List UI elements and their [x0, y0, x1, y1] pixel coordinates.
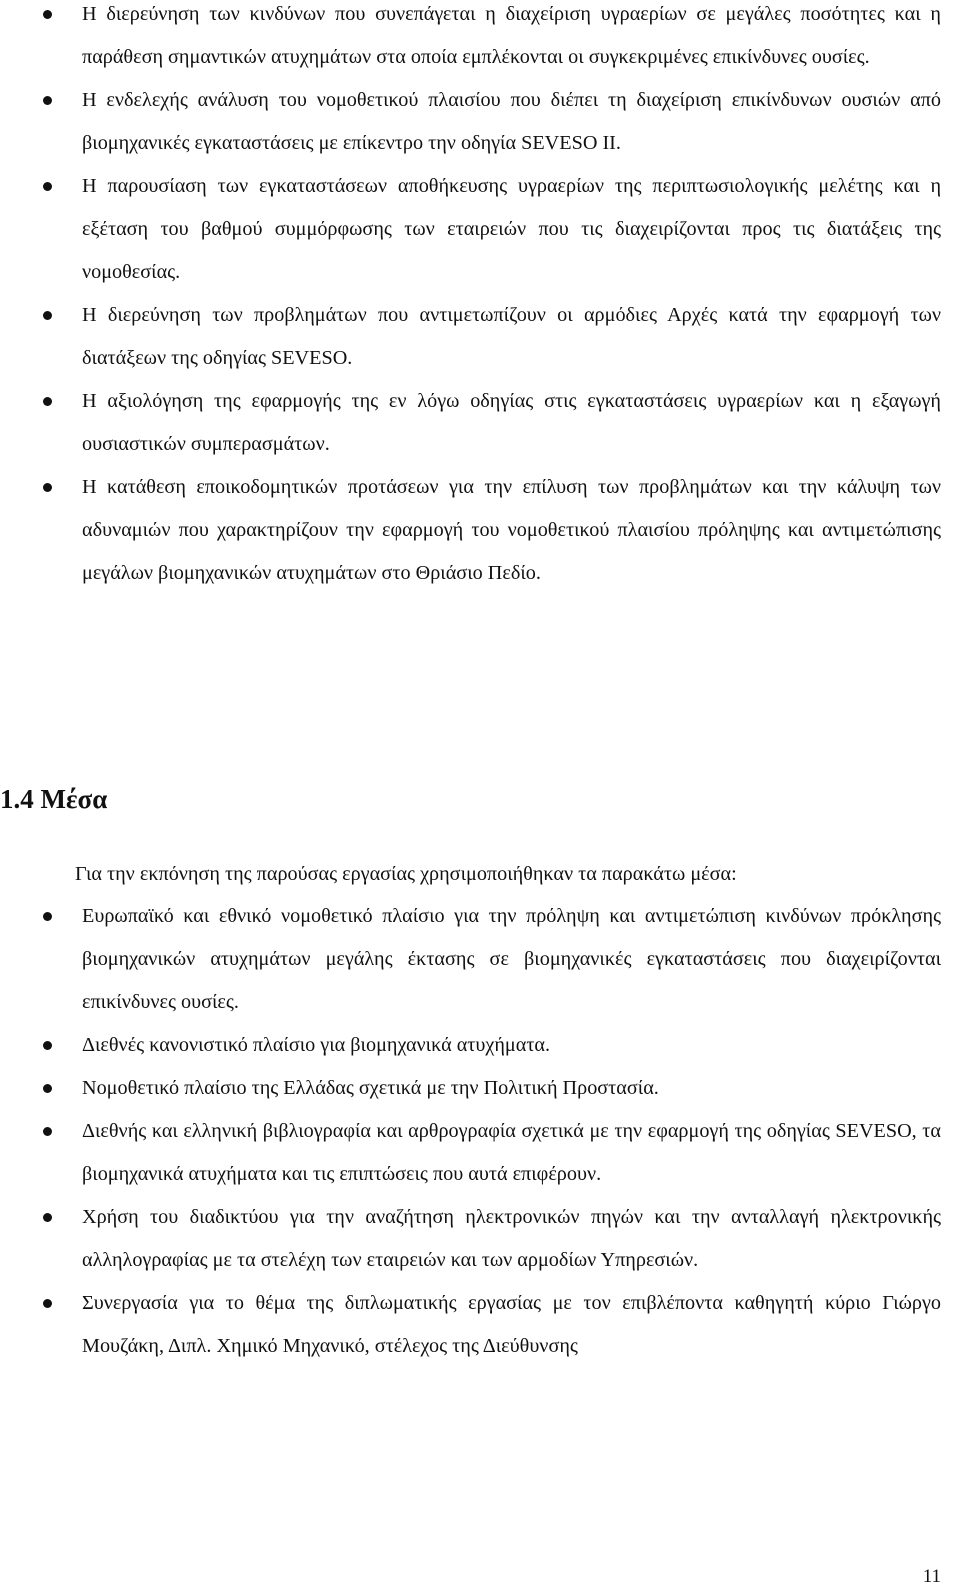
bullet-icon: [43, 10, 52, 19]
list-item-text: Η αξιολόγηση της εφαρμογής της εν λόγω οδηγίας στις εγκαταστάσεις υγραερίων και η εξαγωγή ουσιαστικών συμπερασμάτων.: [82, 390, 941, 455]
bullet-icon: [43, 1299, 52, 1308]
list-item-text: Η παρουσίαση των εγκαταστάσεων αποθήκευσης υγραερίων της περιπτωσιολογικής μελέτης και η εξέταση του βαθμού συμμόρφωσης των εταιρειών που τις διαχειρίζονται προς τις διατάξεις της νομοθεσίας.: [82, 175, 941, 283]
intro-paragraph: Για την εκπόνηση της παρούσας εργασίας χρησιμοποιήθηκαν τα παρακάτω μέσα:: [75, 863, 737, 885]
bullet-icon: [43, 1213, 52, 1222]
list-item: [0, 294, 960, 380]
list-item-text: Συνεργασία για το θέμα της διπλωματικής εργασίας με τον επιβλέποντα καθηγητή κύριο Γιώργο Μουζάκη, Διπλ. Χημικό Μηχανικό, στέλεχος της Διεύθυνσης: [82, 1292, 941, 1357]
objectives-list: [0, 0, 960, 595]
list-item: [0, 165, 960, 294]
list-item: [0, 1110, 960, 1196]
list-item-text: Διεθνής και ελληνική βιβλιογραφία και αρθρογραφία σχετικά με την εφαρμογή της οδηγίας SEVESO, τα βιομηχανικά ατυχήματα και τις επιπτώσεις που αυτά επιφέρουν.: [82, 1120, 941, 1185]
list-item-text: Νομοθετικό πλαίσιο της Ελλάδας σχετικά με την Πολιτική Προστασία.: [82, 1077, 659, 1099]
bullet-icon: [43, 1127, 52, 1136]
list-item: [0, 79, 960, 165]
means-list: [0, 895, 960, 1368]
list-item-text: Η διερεύνηση των κινδύνων που συνεπάγεται η διαχείριση υγραερίων σε μεγάλες ποσότητες και η παράθεση σημαντικών ατυχημάτων στα οποία εμπλέκονται οι συγκεκριμένες επικίνδυνες ουσίες.: [82, 3, 941, 68]
bullet-icon: [43, 483, 52, 492]
page-number: 11: [922, 1566, 941, 1587]
list-item-text: Διεθνές κανονιστικό πλαίσιο για βιομηχανικά ατυχήματα.: [82, 1034, 551, 1056]
bullet-icon: [43, 96, 52, 105]
list-item: [0, 1282, 960, 1368]
bullet-icon: [43, 397, 52, 406]
list-item: [0, 895, 960, 1024]
list-item-text: Χρήση του διαδικτύου για την αναζήτηση ηλεκτρονικών πηγών και την ανταλλαγή ηλεκτρονικής αλληλογραφίας με τα στελέχη των εταιρειών και των αρμοδίων Υπηρεσιών.: [82, 1206, 941, 1271]
list-item: [0, 1024, 960, 1067]
list-item-text: Η ενδελεχής ανάλυση του νομοθετικού πλαισίου που διέπει τη διαχείριση επικίνδυνων ουσιών από βιομηχανικές εγκαταστάσεις με επίκεντρο την οδηγία SEVESO II.: [82, 89, 941, 154]
bullet-icon: [43, 912, 52, 921]
list-item-text: Η διερεύνηση των προβλημάτων που αντιμετωπίζουν οι αρμόδιες Αρχές κατά την εφαρμογή των διατάξεων της οδηγίας SEVESO.: [82, 304, 941, 369]
list-item: [0, 1067, 960, 1110]
list-item-text: Η κατάθεση εποικοδομητικών προτάσεων για την επίλυση των προβλημάτων και την κάλυψη των αδυναμιών που χαρακτηρίζουν την εφαρμογή του νομοθετικού πλαισίου πρόληψης και αντιμετώπισης μεγάλων βιομηχανικών ατυχημάτων στο Θριάσιο Πεδίο.: [82, 476, 941, 584]
bullet-icon: [43, 311, 52, 320]
bullet-icon: [43, 1041, 52, 1050]
list-item: [0, 380, 960, 466]
section-heading: 1.4 Μέσα: [0, 784, 108, 814]
bullet-icon: [43, 182, 52, 191]
list-item: [0, 0, 960, 79]
list-item: [0, 1196, 960, 1282]
bullet-icon: [43, 1084, 52, 1093]
list-item: [0, 466, 960, 595]
list-item-text: Ευρωπαϊκό και εθνικό νομοθετικό πλαίσιο για την πρόληψη και αντιμετώπιση κινδύνων πρόκλησης βιομηχανικών ατυχημάτων μεγάλης έκτασης σε βιομηχανικές εγκαταστάσεις που διαχειρίζονται επικίνδυνες ουσίες.: [82, 905, 941, 1013]
